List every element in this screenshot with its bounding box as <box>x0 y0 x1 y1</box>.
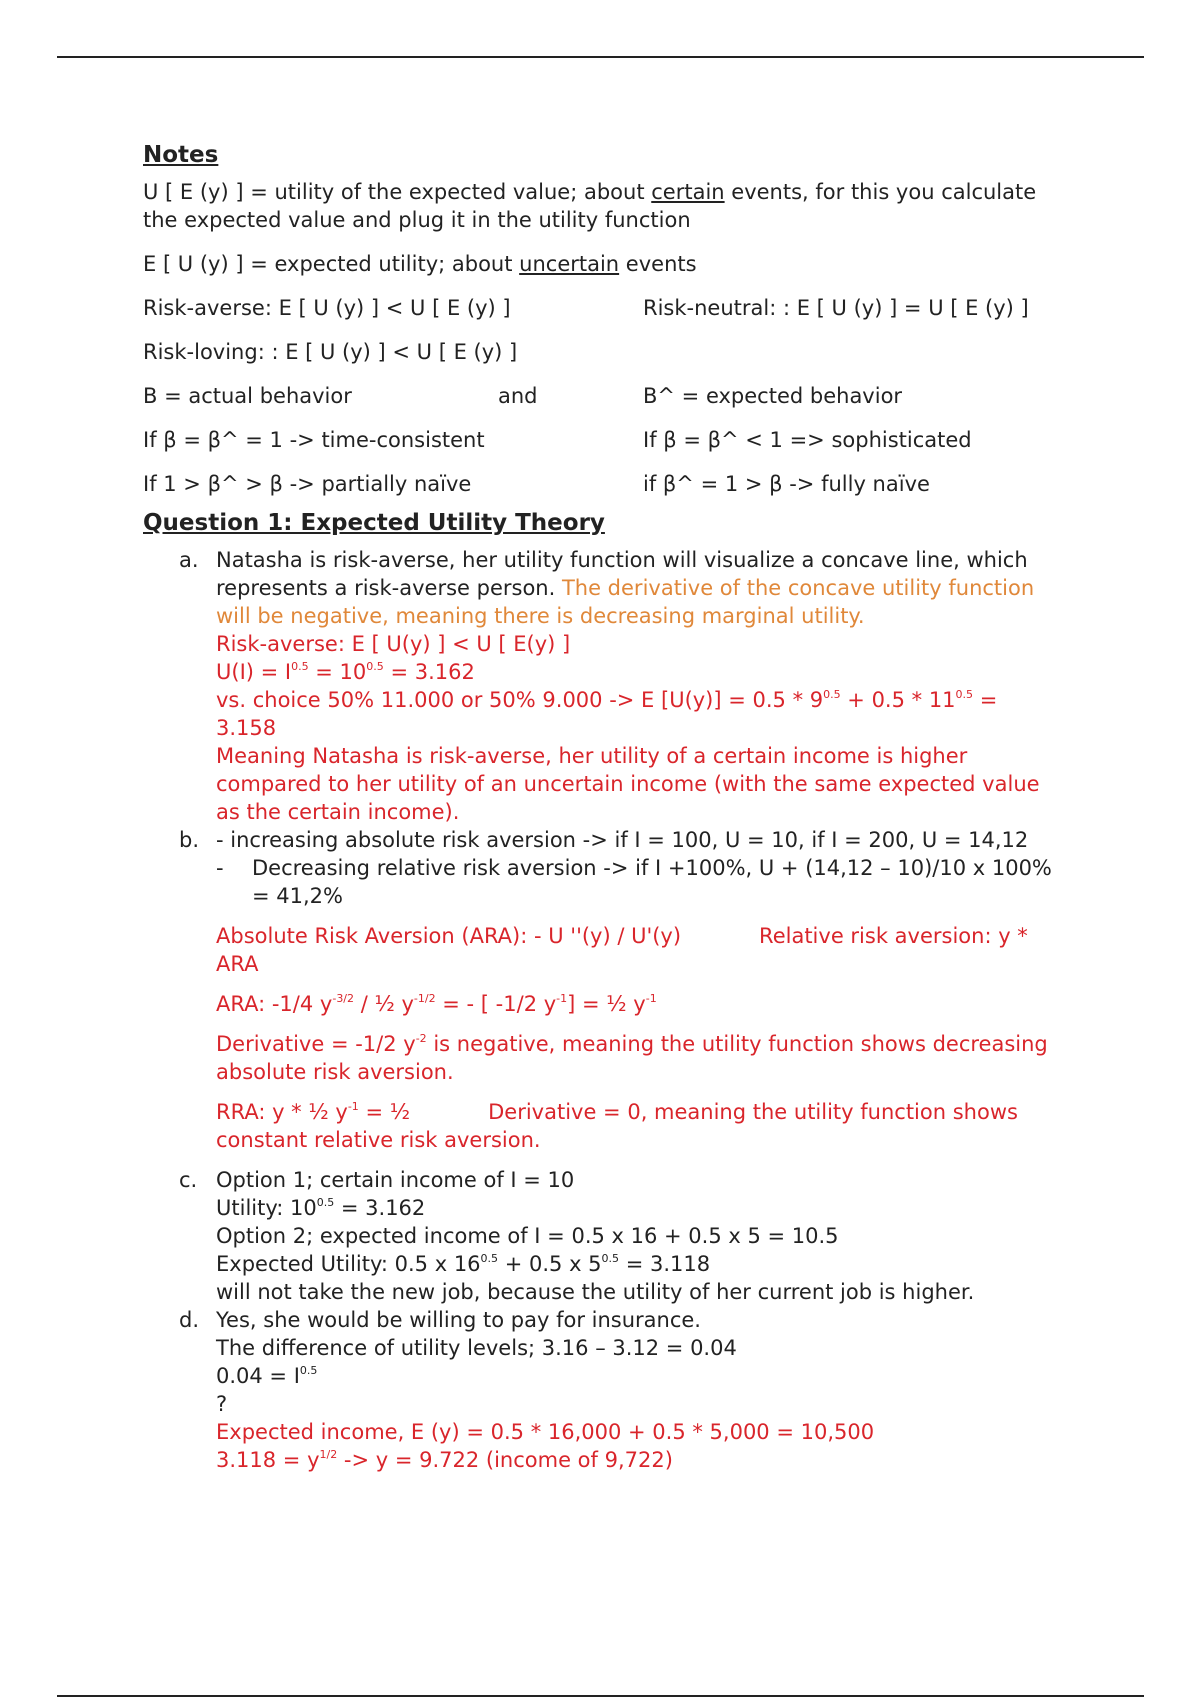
and-word: and <box>498 384 538 408</box>
ara-calc: ARA: -1/4 $y^{-3/2}$ / ½ $y^{-1/2}$ = - [ -1/2 $y^{-1}$] = ½ $y^{-1}$ <box>216 992 657 1016</box>
question-heading: Question 1: Expected Utility Theory <box>143 510 605 536</box>
answer-c-marker: c. <box>179 1168 198 1192</box>
ara-rra-definitions: Absolute Risk Aversion (ARA): - U ''(y) / U'(y) Relative risk aversion: y * ARA <box>216 924 1028 976</box>
bullet-relative-risk: - Decreasing relative risk aversion -> if I +100%, U + (14,12 – 10)/10 x 100% = 41,2% <box>216 856 1052 908</box>
fully-naive-def: if β^ = 1 > β -> fully naïve <box>643 472 930 496</box>
note-row-risk <box>143 294 1063 322</box>
note-ue: U [ E (y) ] = utility of the expected value; about certain events, for this you calculate the expected value and plug it in the utility function <box>143 180 1037 232</box>
note-row-beta1 <box>143 426 1063 454</box>
derivative-note: The derivative of the concave utility function will be negative, meaning there is decreasing marginal utility. <box>216 576 1035 628</box>
rra-calc: RRA: y * ½ $y^{-1}$ = ½ Derivative = 0, meaning the utility function shows constant relative risk aversion. <box>216 1100 1018 1152</box>
answer-b-marker: b. <box>179 828 200 852</box>
note-row-beta2 <box>143 470 1063 498</box>
document-body <box>143 140 1063 1474</box>
risk-loving-def: Risk-loving: : E [ U (y) ] < U [ E (y) ] <box>143 340 518 364</box>
answer-a-marker: a. <box>179 548 199 572</box>
notes-heading: Notes <box>143 142 219 168</box>
risk-averse-def: Risk-averse: E [ U (y) ] < U [ E (y) ] <box>143 296 511 320</box>
partially-naive-def: If 1 > β^ > β -> partially naïve <box>143 472 472 496</box>
sophisticated-def: If β = β^ < 1 => sophisticated <box>643 428 972 452</box>
top-rule <box>57 56 1144 58</box>
answer-d: d. Yes, she would be willing to pay for insurance. The difference of utility levels; 3.16 – 3.12 = 0.04 $0.04 = I^{0.5}$ ? Expected income, E (y) = 0.5 * 16,000 + 0.5 * 5,000 = 10,500 $3.118 = y^{1/2} -> y = 9.722$ (income of 9,722) <box>179 1308 875 1472</box>
answer-b: b. - increasing absolute risk aversion -> if I = 100, U = 10, if I = 200, U = 14,12 - Decreasing relative risk aversion -> if I +100%, U + (14,12 – 10)/10 x 100% = 41,2% Absolute Risk Aversion (ARA): - U ''(y) / U'(y) Relative risk aversion: y * ARA ARA: -1/4 $y^{-3/2}$ / ½ $y^{-1/2}$ = - [ -1/2 $y^{-1}$] = ½ $y^{-1}$ Derivative = -1/2 $y^{-2}$ is negative, meaning the utility function shows decreasing absolute risk aversion. RRA: y * ½ $y^{-1}$ = ½ Derivative = 0, meaning the utility function shows constant relative risk aversion. <box>143 826 1063 1166</box>
answer-a: a. Natasha is risk-averse, her utility function will visualize a concave line, which represents a risk-averse person. The derivative of the concave utility function will be negative, meaning there is decreasing marginal utility. Risk-averse: E [ U(y) ] < U [ E(y) ] $U(I) = I^{0.5} = 10^{0.5} = 3.162$ vs. choice 50% 11.000 or 50% 9.000 -> E $[U(y)] = 0.5 * 9^{0.5} + 0.5 * 11^{0.5} = 3.158$ Meaning Natasha is risk-averse, her utility of a certain income is higher compared to her utility of an uncertain income (with the same expected value as the certain income). <box>179 548 1040 824</box>
ara-derivative: Derivative = -1/2 $y^{-2}$ is negative, meaning the utility function shows decreasing absolute risk aversion. <box>216 1032 1048 1084</box>
answer-d-marker: d. <box>179 1308 200 1332</box>
actual-behavior-def: B = actual behavior <box>143 384 352 408</box>
time-consistent-def: If β = β^ = 1 -> time-consistent <box>143 428 485 452</box>
risk-neutral-def: Risk-neutral: : E [ U (y) ] = U [ E (y) ] <box>643 296 1029 320</box>
note-row-behavior <box>143 382 1063 410</box>
bottom-rule <box>57 1695 1144 1697</box>
answer-c: c. Option 1; certain income of I = 10 Utility: $10^{0.5} = 3.162$ Option 2; expected income of I = 0.5 x 16 + 0.5 x 5 = 10.5 Expected Utility: 0.5 x $16^{0.5} + 0.5$ x $5^{0.5} = 3.118$ will not take the new job, because the utility of her current job is higher. <box>179 1168 975 1304</box>
expected-behavior-def: B^ = expected behavior <box>643 384 903 408</box>
note-eu: E [ U (y) ] = expected utility; about uncertain events <box>143 252 697 276</box>
